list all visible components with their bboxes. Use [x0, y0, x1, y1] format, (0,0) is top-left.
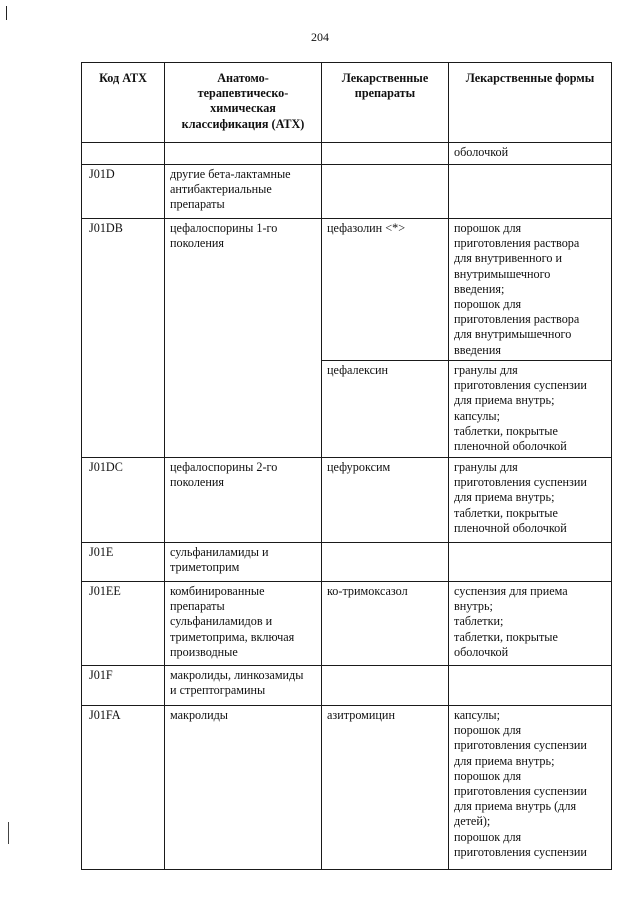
- classification-cell: [165, 143, 322, 165]
- atc-code-cell: J01D: [82, 165, 165, 219]
- table-row: [82, 582, 612, 666]
- table-row: [82, 458, 612, 543]
- atc-code-cell: J01FA: [82, 706, 165, 870]
- drug-cell: цефалексин: [322, 361, 449, 458]
- drug-cell: [322, 143, 449, 165]
- classification-cell: другие бета-лактамные антибактериальные препараты: [165, 165, 322, 219]
- table-header-row: [82, 63, 612, 143]
- table-row: [82, 143, 612, 165]
- classification-cell: цефалоспорины 2-го поколения: [165, 458, 322, 543]
- table-row: [82, 666, 612, 706]
- scan-edge-mark: [8, 822, 9, 844]
- table-row: [82, 219, 612, 361]
- dosage-forms-cell: суспензия для приема внутрь; таблетки; таблетки, покрытые оболочкой: [449, 582, 612, 666]
- classification-cell: комбинированные препараты сульфаниламидов и триметоприма, включая производные: [165, 582, 322, 666]
- atc-code-cell: J01F: [82, 666, 165, 706]
- drug-cell: азитромицин: [322, 706, 449, 870]
- classification-cell: макролиды, линкозамиды и стрептограмины: [165, 666, 322, 706]
- drug-cell: цефазолин <*>: [322, 219, 449, 361]
- drug-cell: цефуроксим: [322, 458, 449, 543]
- atc-code-cell: J01E: [82, 543, 165, 582]
- atc-code-cell: [82, 143, 165, 165]
- drug-cell: ко-тримоксазол: [322, 582, 449, 666]
- drug-cell: [322, 543, 449, 582]
- classification-cell: макролиды: [165, 706, 322, 870]
- scan-corner-mark: [6, 6, 7, 20]
- atc-code-cell: J01EE: [82, 582, 165, 666]
- table-row: [82, 165, 612, 219]
- header-atc-classification: Анатомо- терапевтическо- химическая классификация (АТХ): [165, 63, 322, 143]
- atc-code-cell: J01DC: [82, 458, 165, 543]
- drug-cell: [322, 666, 449, 706]
- table-row: [82, 543, 612, 582]
- classification-cell: цефалоспорины 1-го поколения: [165, 219, 322, 458]
- drug-cell: [322, 165, 449, 219]
- header-drugs: Лекарственные препараты: [322, 63, 449, 143]
- dosage-forms-cell: гранулы для приготовления суспензии для приема внутрь; капсулы; таблетки, покрытые пленочной оболочкой: [449, 361, 612, 458]
- classification-cell: сульфаниламиды и триметоприм: [165, 543, 322, 582]
- dosage-forms-cell: [449, 543, 612, 582]
- dosage-forms-cell: гранулы для приготовления суспензии для приема внутрь; таблетки, покрытые пленочной оболочкой: [449, 458, 612, 543]
- dosage-forms-cell: [449, 666, 612, 706]
- header-dosage-forms: Лекарственные формы: [449, 63, 612, 143]
- dosage-forms-cell: капсулы; порошок для приготовления суспензии для приема внутрь; порошок для приготовления суспензии для приема внутрь (для детей); порошок для приготовления суспензии: [449, 706, 612, 870]
- dosage-forms-cell: порошок для приготовления раствора для внутривенного и внутримышечного введения; порошок для приготовления раствора для внутримышечного введения: [449, 219, 612, 361]
- page-number: 204: [311, 30, 329, 44]
- atc-code-cell: J01DB: [82, 219, 165, 458]
- table-row: [82, 706, 612, 870]
- header-atc-code: Код АТХ: [82, 63, 165, 143]
- atc-table: [81, 62, 612, 870]
- dosage-forms-cell: оболочкой: [449, 143, 612, 165]
- dosage-forms-cell: [449, 165, 612, 219]
